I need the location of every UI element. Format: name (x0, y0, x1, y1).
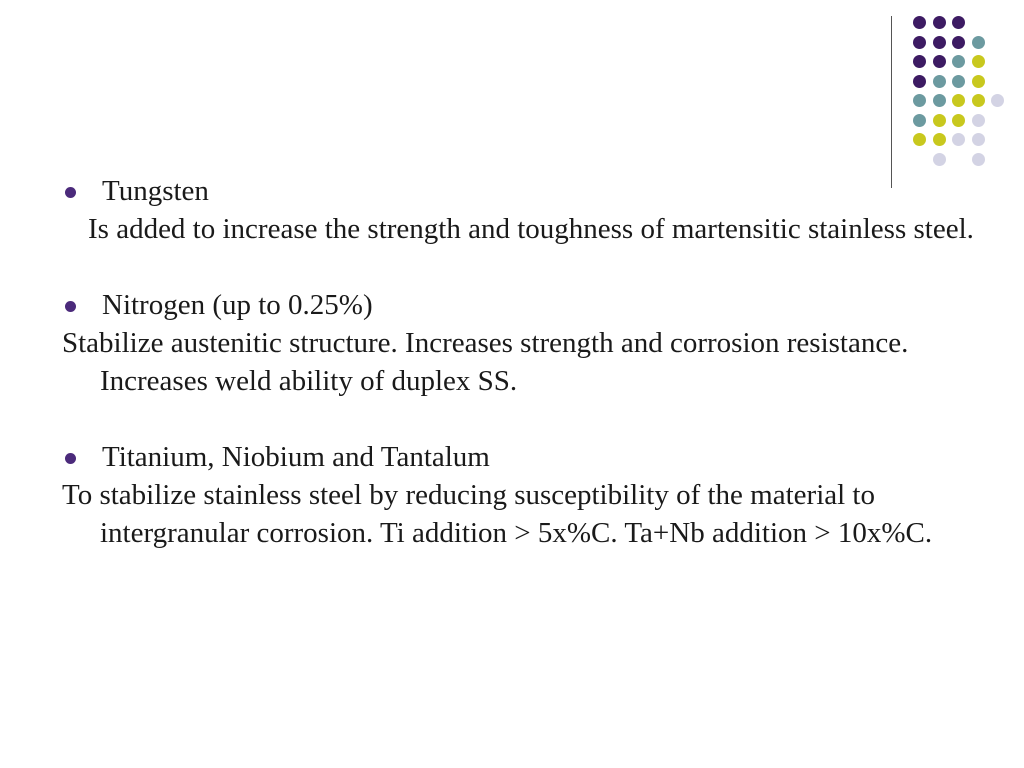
decorative-dot-teal (913, 114, 926, 127)
decorative-divider-line (891, 16, 892, 188)
decorative-dot-teal (972, 36, 985, 49)
decorative-dot-lavender (991, 94, 1004, 107)
bullet-dot-icon (65, 301, 76, 312)
bullet-item-tungsten (62, 172, 982, 210)
decorative-dot-lavender (972, 114, 985, 127)
decorative-dot-yellow (933, 114, 946, 127)
decorative-dot-purple (952, 36, 965, 49)
bullet-body-text: Stabilize austenitic structure. Increases strength and corrosion resistance. Increases weld ability of duplex SS. (62, 327, 909, 397)
decorative-dot-lavender (972, 133, 985, 146)
bullet-body-text: Is added to increase the strength and toughness of martensitic stainless steel. (88, 213, 974, 245)
decorative-dot-yellow (972, 55, 985, 68)
bullet-item-nitrogen (62, 286, 982, 324)
decorative-dot-teal (913, 94, 926, 107)
decorative-dot-purple (952, 16, 965, 29)
slide-content (62, 172, 982, 552)
decorative-dot-lavender (933, 153, 946, 166)
decorative-dot-teal (952, 55, 965, 68)
decorative-dot-purple (933, 16, 946, 29)
decorative-dot-teal (933, 94, 946, 107)
decorative-dot-yellow (933, 133, 946, 146)
decorative-dot-grid (0, 0, 1024, 180)
decorative-dot-purple (913, 16, 926, 29)
bullet-item-titanium-niobium-tantalum (62, 438, 982, 476)
bullet-heading: Tungsten (102, 175, 209, 207)
bullet-heading: Titanium, Niobium and Tantalum (102, 441, 490, 473)
bullet-body-text: To stabilize stainless steel by reducing susceptibility of the material to intergranular corrosion. Ti addition > 5x%C. Ta+Nb addition > 10x%C. (62, 479, 933, 549)
decorative-dot-yellow (972, 75, 985, 88)
decorative-dot-yellow (952, 114, 965, 127)
bullet-dot-icon (65, 187, 76, 198)
decorative-dot-purple (913, 55, 926, 68)
spacer (62, 400, 982, 438)
decorative-dot-yellow (952, 94, 965, 107)
decorative-dot-purple (913, 36, 926, 49)
decorative-dot-yellow (972, 94, 985, 107)
decorative-dot-purple (933, 36, 946, 49)
decorative-dot-teal (952, 75, 965, 88)
bullet-dot-icon (65, 453, 76, 464)
decorative-dot-lavender (952, 133, 965, 146)
bullet-heading: Nitrogen (up to 0.25%) (102, 289, 373, 321)
decorative-dot-purple (913, 75, 926, 88)
spacer (62, 248, 982, 286)
decorative-dot-yellow (913, 133, 926, 146)
decorative-dot-teal (933, 75, 946, 88)
decorative-dot-lavender (972, 153, 985, 166)
decorative-dot-purple (933, 55, 946, 68)
